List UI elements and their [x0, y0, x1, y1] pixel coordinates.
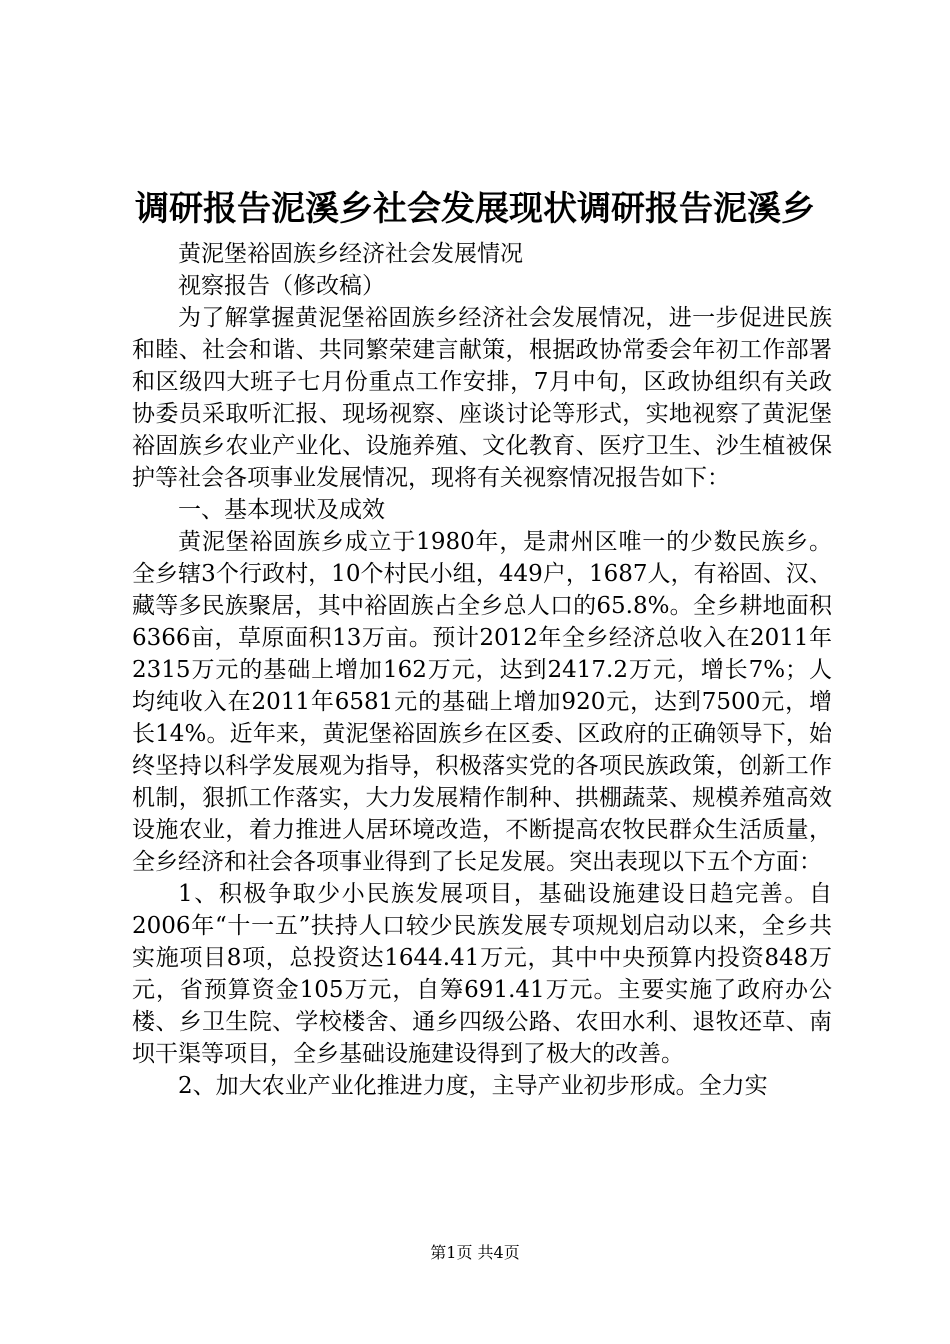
point-1-paragraph: 1、积极争取少小民族发展项目，基础设施建设日趋完善。自2006年“十一五”扶持人口较少民族发展专项规划启动以来，全乡共实施项目8项，总投资达1644.41万元，其中中央预算内投资848万元，省预算资金105万元，自筹691.41万元。主要实施了政府办公楼、乡卫生院、学校楼舍、通乡四级公路、农田水利、退牧还草、南坝干渠等项目，全乡基础设施建设得到了极大的改善。: [132, 881, 832, 1067]
point-2-paragraph: 2、加大农业产业化推进力度，主导产业初步形成。全力实: [178, 1073, 768, 1099]
subtitle-line-1: 黄泥堡裕固族乡经济社会发展情况: [178, 241, 523, 267]
document-title: 调研报告泥溪乡社会发展现状调研报告泥溪乡: [135, 189, 815, 229]
section-heading: 一、基本现状及成效: [178, 497, 385, 523]
intro-paragraph: 为了解掌握黄泥堡裕固族乡经济社会发展情况，进一步促进民族和睦、社会和谐、共同繁荣建言献策，根据政协常委会年初工作部署和区级四大班子七月份重点工作安排，7月中旬，区政协组织有关政协委员采取听汇报、现场视察、座谈讨论等形式，实地视察了黄泥堡裕固族乡农业产业化、设施养殖、文化教育、医疗卫生、沙生植被保护等社会各项事业发展情况，现将有关视察情况报告如下：: [132, 305, 832, 491]
page-footer: 第1页 共4页: [430, 1243, 520, 1262]
status-paragraph: 黄泥堡裕固族乡成立于1980年，是肃州区唯一的少数民族乡。全乡辖3个行政村，10个村民小组，449户，1687人，有裕固、汉、藏等多民族聚居，其中裕固族占全乡总人口的65.8%。全乡耕地面积6366亩，草原面积13万亩。预计2012年全乡经济总收入在2011年2315万元的基础上增加162万元，达到2417.2万元，增长7%；人均纯收入在2011年6581元的基础上增加920元，达到7500元，增长14%。近年来，黄泥堡裕固族乡在区委、区政府的正确领导下，始终坚持以科学发展观为指导，积极落实党的各项民族政策，创新工作机制，狠抓工作落实，大力发展精作制种、拱棚蔬菜、规模养殖高效设施农业，着力推进人居环境改造，不断提高农牧民群众生活质量，全乡经济和社会各项事业得到了长足发展。突出表现以下五个方面：: [132, 529, 832, 875]
subtitle-line-2: 视察报告（修改稿）: [178, 273, 385, 299]
document-body: [132, 238, 832, 1102]
